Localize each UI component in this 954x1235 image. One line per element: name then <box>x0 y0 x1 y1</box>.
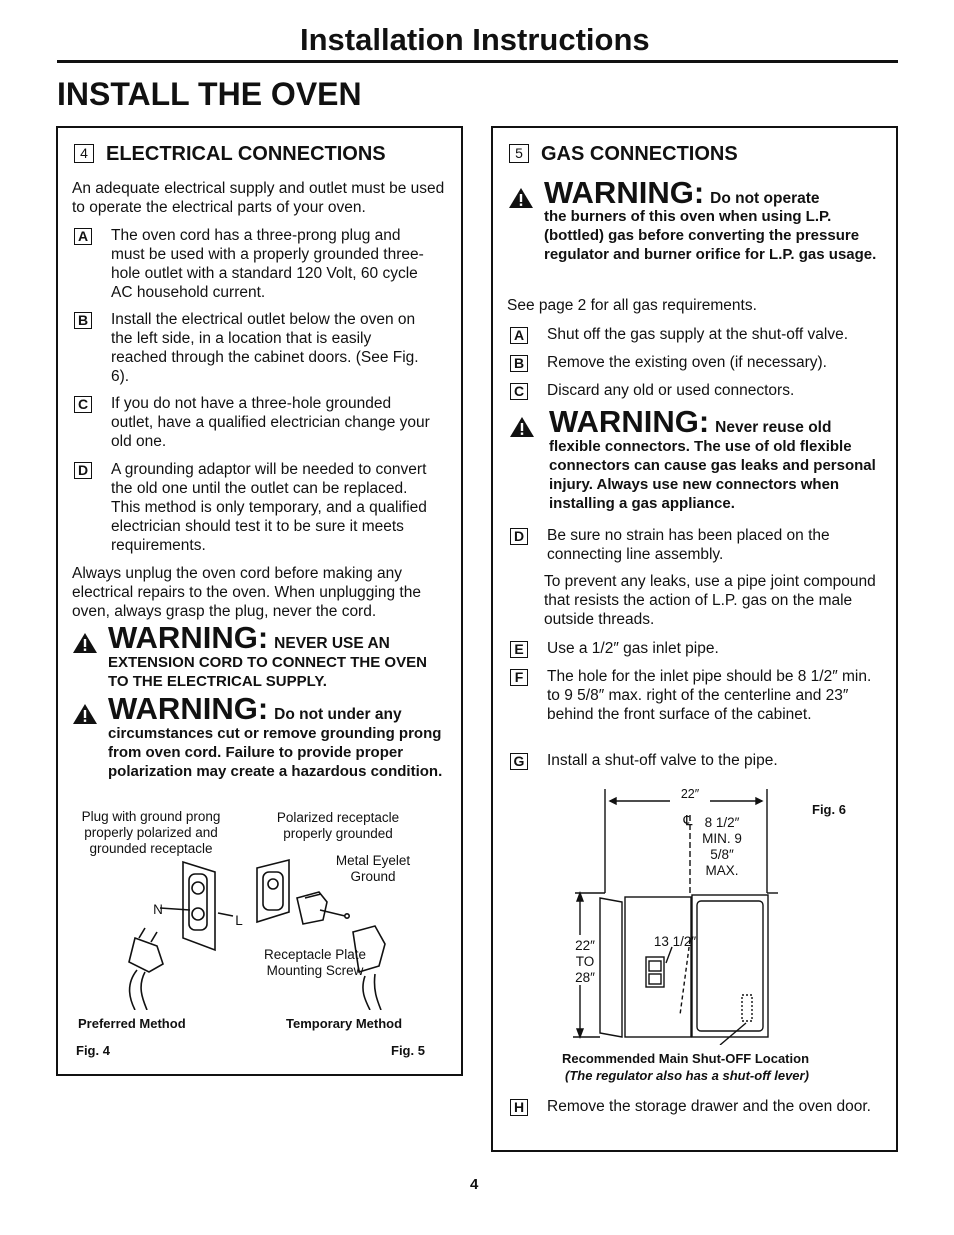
step-text: The oven cord has a three-prong plug and must be used with a properly grounded three-hole outlet with a standard 120 Volt, 60 cycle AC household current. <box>111 227 424 301</box>
step-key: D <box>510 528 528 545</box>
gas-heading <box>509 143 738 166</box>
screw-label: Receptacle Plate Mounting Screw <box>263 947 367 978</box>
warning-body: flexible connectors. The use of old flexible connectors can cause gas leaks and personal injury. Always use new connectors when installing a gas appliance. <box>549 438 876 512</box>
temporary-method-caption: Temporary Method <box>286 1016 403 1031</box>
step-text: Install the electrical outlet below the oven on the left side, in a location that is easily reached through the cabinet doors. (See Fig. 6). <box>111 311 419 385</box>
warning-lead: Do not operate <box>710 190 820 207</box>
warning-icon <box>72 703 98 725</box>
plug-figure-illustration <box>115 850 395 1010</box>
warning-word: WARNING: <box>108 620 269 655</box>
fig4-caption: Fig. 4 <box>76 1043 110 1058</box>
step-key: A <box>510 327 528 344</box>
step-text: A grounding adaptor will be needed to convert the old one until the outlet can be replaced. This method is only temporary, and a qualified electrician should test it to be sure it meets requirements. <box>111 461 427 554</box>
warning-body: the burners of this oven when using L.P. (bottled) gas before converting the pressure regulator and burner orifice for L.P. gas usage. <box>544 208 877 263</box>
centerline-symbol: ℄ <box>683 812 693 828</box>
preferred-method-caption: Preferred Method <box>78 1016 186 1031</box>
step-key: B <box>74 312 92 329</box>
warning-icon <box>508 187 534 209</box>
outlet-height-label: 13 1/2″ <box>653 934 697 949</box>
neutral-label: N <box>153 902 163 917</box>
warning-word: WARNING: <box>544 175 705 210</box>
gas-step-d-more: To prevent any leaks, use a pipe joint compound that resists the action of L.P. gas on the male outside threads. <box>544 573 876 628</box>
gas-heading-text: GAS CONNECTIONS <box>541 143 738 165</box>
step-text: Install a shut-off valve to the pipe. <box>547 752 778 769</box>
step-key: D <box>74 462 92 479</box>
shutoff-caption: Recommended Main Shut-OFF Location <box>562 1051 810 1066</box>
height-label: 22″ TO 28″ <box>575 938 595 985</box>
warning-icon <box>509 416 535 438</box>
step-key: E <box>510 641 528 658</box>
step-key: C <box>510 383 528 400</box>
regulator-caption: (The regulator also has a shut-off lever) <box>565 1068 809 1083</box>
step-text: Remove the storage drawer and the oven door. <box>547 1098 871 1115</box>
width-label: 22″ <box>680 787 700 801</box>
warning-icon <box>72 632 98 654</box>
gas-requirements-note: See page 2 for all gas requirements. <box>507 297 757 314</box>
step-key: B <box>510 355 528 372</box>
step-text: The hole for the inlet pipe should be 8 1/2″ min. to 9 5/8″ max. right of the centerline and 23″ behind the front surface of the cabinet. <box>547 668 872 723</box>
step-number-box: 4 <box>74 144 94 163</box>
step-key: G <box>510 753 528 770</box>
warning-word: WARNING: <box>549 404 710 439</box>
live-label: L <box>235 913 243 928</box>
step-number-box: 5 <box>509 144 529 163</box>
step-key: A <box>74 228 92 245</box>
electrical-heading <box>74 143 386 166</box>
warning-lead: NEVER USE AN <box>274 635 390 652</box>
step-text: Remove the existing oven (if necessary). <box>547 354 827 371</box>
cabinet-diagram <box>570 785 780 1045</box>
step-key: F <box>510 669 528 686</box>
step-text: Use a 1/2″ gas inlet pipe. <box>547 640 719 657</box>
step-text: If you do not have a three-hole grounded outlet, have a qualified electrician change your old one. <box>111 395 430 450</box>
eyelet-label: Metal Eyelet Ground <box>335 853 411 884</box>
warning-lead: Never reuse old <box>715 419 832 436</box>
fig6-caption: Fig. 6 <box>812 802 846 817</box>
electrical-heading-text: ELECTRICAL CONNECTIONS <box>106 143 386 165</box>
plug-label: Plug with ground prong properly polarized and grounded receptacle <box>81 809 221 856</box>
electrical-intro: An adequate electrical supply and outlet must be used to operate the electrical parts of your oven. <box>72 180 445 216</box>
step-text: Be sure no strain has been placed on the connecting line assembly. <box>547 527 830 563</box>
step-text: Shut off the gas supply at the shut-off valve. <box>547 326 849 343</box>
title-rule <box>57 60 898 63</box>
polarized-label: Polarized receptacle properly grounded <box>276 810 400 841</box>
section-title: INSTALL THE OVEN <box>57 76 362 112</box>
unplug-note: Always unplug the oven cord before making any electrical repairs to the oven. When unplugging the oven, always grasp the plug, never the cord. <box>72 565 421 620</box>
warning-body: circumstances cut or remove grounding prong from oven cord. Failure to provide proper polarization may create a hazardous condition. <box>108 725 443 780</box>
fig5-caption: Fig. 5 <box>391 1043 425 1058</box>
page-title: Installation Instructions <box>300 22 650 57</box>
step-text: Discard any old or used connectors. <box>547 382 795 399</box>
range-label: 8 1/2″ MIN. 9 5/8″ MAX. <box>702 815 742 878</box>
step-key: C <box>74 396 92 413</box>
warning-lead: Do not under any <box>274 706 402 723</box>
warning-body: EXTENSION CORD TO CONNECT THE OVEN TO THE ELECTRICAL SUPPLY. <box>108 654 427 690</box>
warning-word: WARNING: <box>108 691 269 726</box>
page-number: 4 <box>470 1176 479 1193</box>
step-key: H <box>510 1099 528 1116</box>
